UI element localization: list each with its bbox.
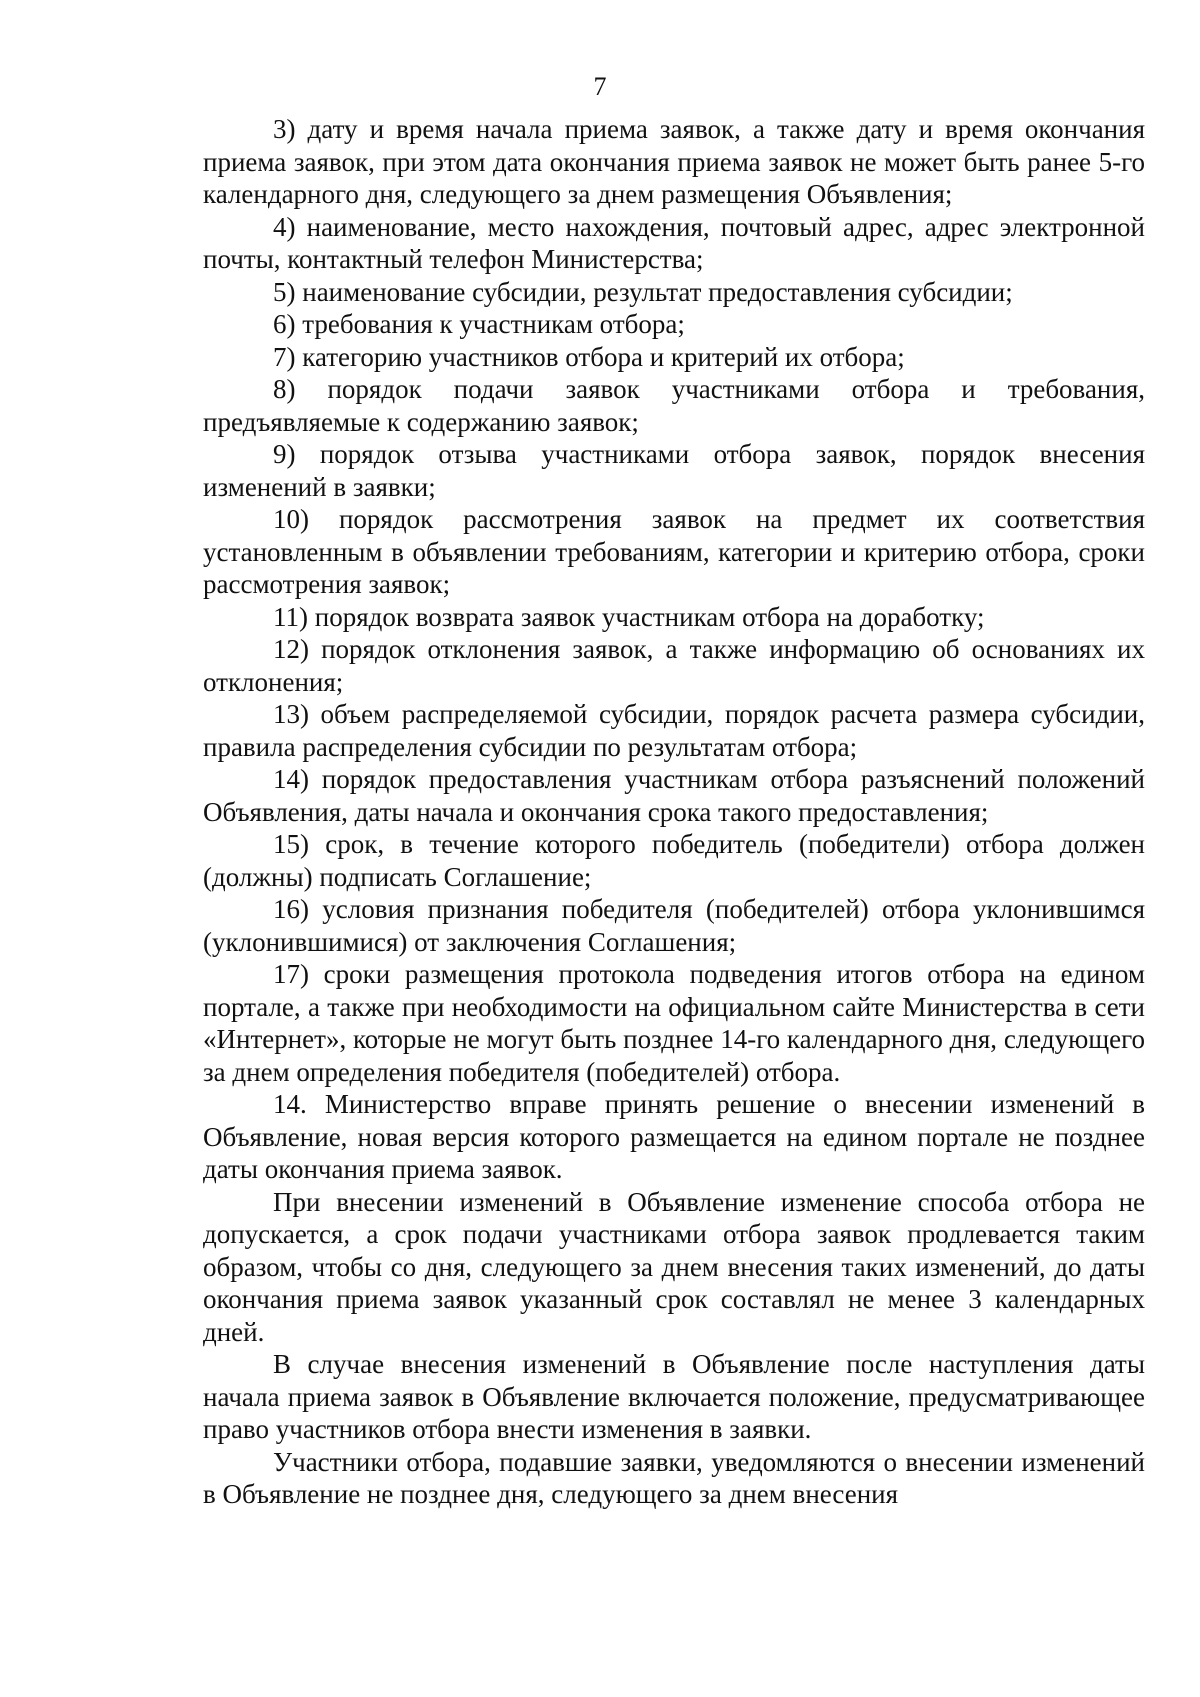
list-item-5: 5) наименование субсидии, результат предоставления субсидии; <box>273 276 1013 307</box>
list-item-10: 10) порядок рассмотрения заявок на предмет их соответствия установленным в объявлении требованиям, категории и критерию отбора, сроки рассмотрения заявок; <box>203 504 1145 599</box>
list-item-8: 8) порядок подачи заявок участниками отбора и требования, предъявляемые к содержанию заявок; <box>203 374 1145 437</box>
list-item-6: 6) требования к участникам отбора; <box>273 309 685 339</box>
list-item-11: 11) порядок возврата заявок участникам отбора на доработку; <box>273 601 985 632</box>
list-item-3: 3) дату и время начала приема заявок, а также дату и время окончания приема заявок, при этом дата окончания приема заявок не может быть ранее 5-го календарного дня, следующего за днем размещения Объявления; <box>203 114 1145 209</box>
list-item-17: 17) сроки размещения протокола подведения итогов отбора на едином портале, а также при необходимости на официальном сайте Министерства в сети «Интернет», которые не могут быть позднее 14-го календарного дня, следующего за днем определения победителя (победителей) отбора. <box>203 959 1145 1087</box>
body-paragraph: В случае внесения изменений в Объявление после наступления даты начала приема заявок в Объявление включается положение, предусматривающее право участников отбора внести изменения в заявки. <box>203 1349 1145 1444</box>
body-paragraph: При внесении изменений в Объявление изменение способа отбора не допускается, а срок подачи участниками отбора заявок продлевается таким образом, чтобы со дня, следующего за днем внесения таких изменений, до даты окончания приема заявок указанный срок составлял не менее 3 календарных дней. <box>203 1186 1145 1347</box>
list-item-9: 9) порядок отзыва участниками отбора заявок, порядок внесения изменений в заявки; <box>203 439 1145 502</box>
list-item-4: 4) наименование, место нахождения, почтовый адрес, адрес электронной почты, контактный телефон Министерства; <box>203 211 1145 274</box>
document-body <box>203 113 1145 1511</box>
list-item-7: 7) категорию участников отбора и критерий их отбора; <box>273 341 905 372</box>
list-item-16: 16) условия признания победителя (победителей) отбора уклонившимся (уклонившимися) от заключения Соглашения; <box>203 894 1145 957</box>
list-item-15: 15) срок, в течение которого победитель (победители) отбора должен (должны) подписать Соглашение; <box>203 829 1145 892</box>
section-14-paragraph: 14. Министерство вправе принять решение о внесении изменений в Объявление, новая версия которого размещается на едином портале не позднее даты окончания приема заявок. <box>203 1089 1145 1184</box>
list-item-12: 12) порядок отклонения заявок, а также информацию об основаниях их отклонения; <box>203 634 1145 697</box>
page-number: 7 <box>593 72 607 101</box>
body-paragraph: Участники отбора, подавшие заявки, уведомляются о внесении изменений в Объявление не позднее дня, следующего за днем внесения <box>203 1446 1145 1509</box>
list-item-13: 13) объем распределяемой субсидии, порядок расчета размера субсидии, правила распределения субсидии по результатам отбора; <box>203 699 1145 762</box>
list-item-14: 14) порядок предоставления участникам отбора разъяснений положений Объявления, даты начала и окончания срока такого предоставления; <box>203 764 1145 827</box>
